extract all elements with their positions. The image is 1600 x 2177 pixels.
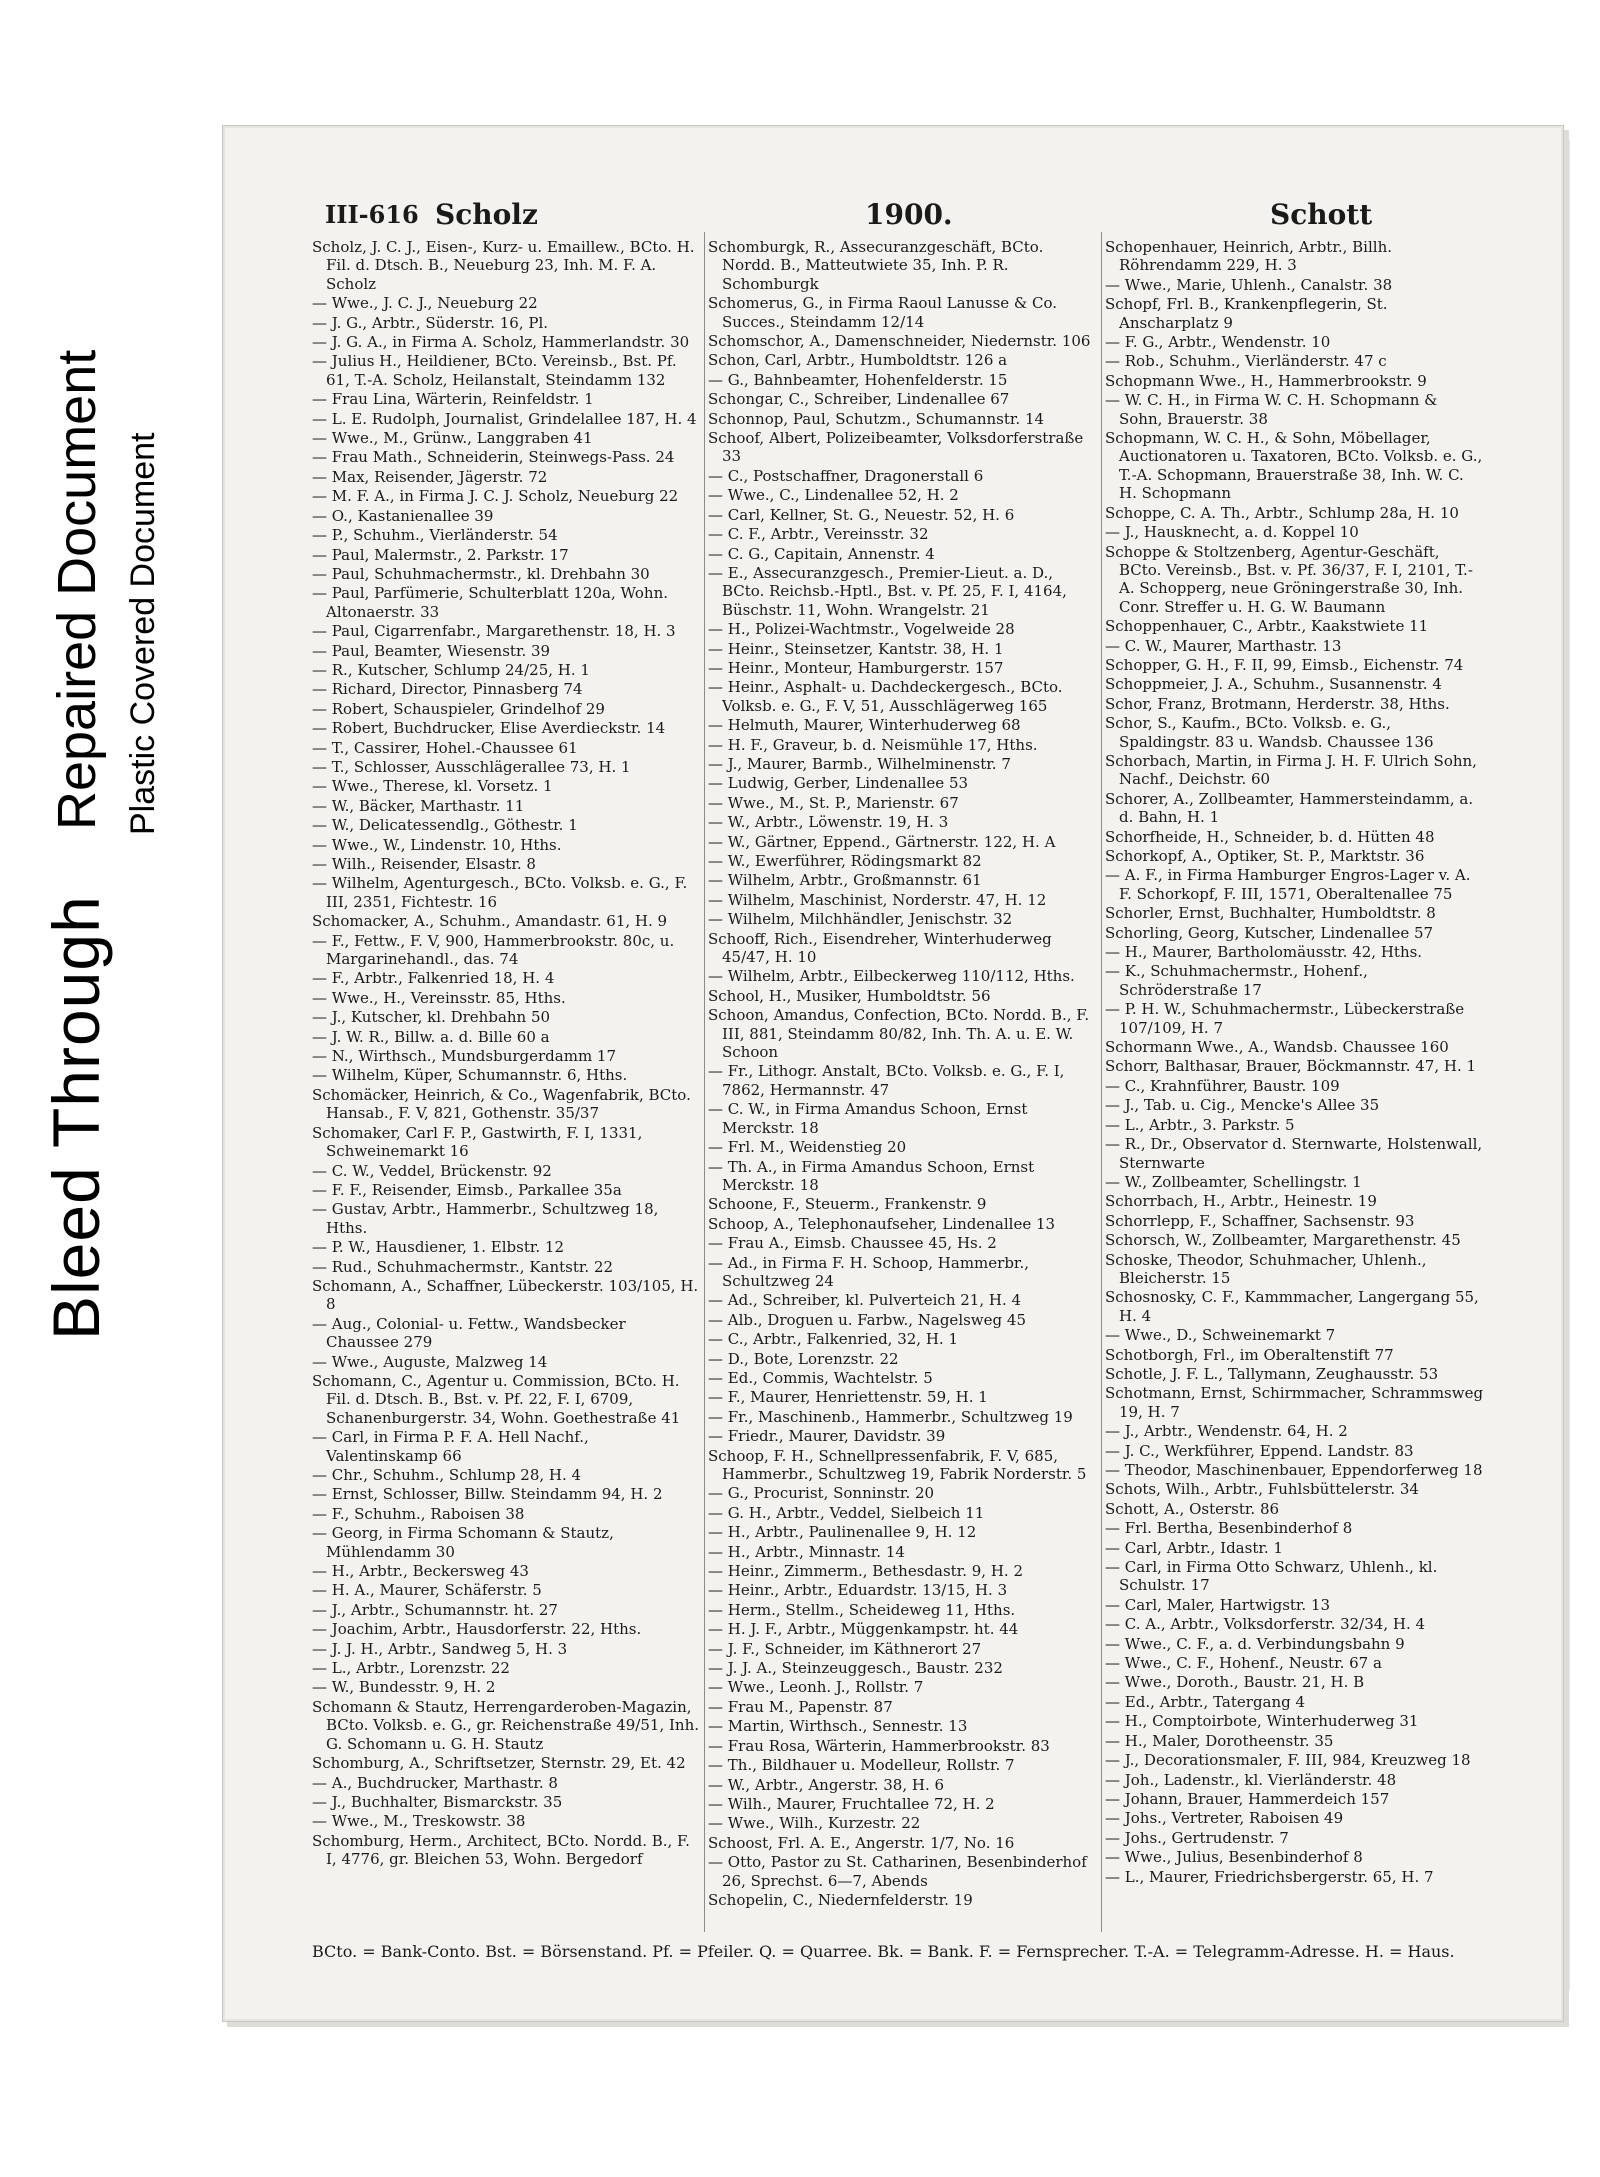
- directory-entry: — Frau Math., Schneiderin, Steinwegs-Pass. 24: [312, 448, 675, 467]
- directory-entry: — H. J. F., Arbtr., Müggenkampstr. ht. 44: [708, 1620, 1019, 1639]
- directory-entry: — L., Maurer, Friedrichsbergerstr. 65, H. 7: [1105, 1867, 1434, 1886]
- directory-entry: — Joachim, Arbtr., Hausdorferstr. 22, Hths.: [312, 1620, 642, 1639]
- directory-entry: — Carl, in Firma P. F. A. Hell Nachf., Valentinskamp 66: [312, 1428, 589, 1465]
- directory-entry: — Ernst, Schlosser, Billw. Steindamm 94, H. 2: [312, 1485, 663, 1504]
- directory-entry: — Ad., Schreiber, kl. Pulverteich 21, H. 4: [708, 1291, 1022, 1310]
- directory-entry: — R., Kutscher, Schlump 24/25, H. 1: [312, 660, 590, 679]
- directory-entry: — H. A., Maurer, Schäferstr. 5: [312, 1581, 542, 1600]
- directory-entry: Schopmann Wwe., H., Hammerbrookstr. 9: [1105, 371, 1427, 390]
- directory-entry: Schoppe, C. A. Th., Arbtr., Schlump 28a, H. 10: [1105, 503, 1459, 522]
- directory-entry: — W. C. H., in Firma W. C. H. Schopmann & Sohn, Brauerstr. 38: [1105, 391, 1438, 428]
- directory-entry: Schomburg, A., Schriftsetzer, Sternstr. 29, Et. 42: [312, 1754, 686, 1773]
- column-divider: [704, 232, 705, 1932]
- directory-entry: — Richard, Director, Pinnasberg 74: [312, 680, 583, 699]
- directory-entry: Schopper, G. H., F. II, 99, Eimsb., Eichenstr. 74: [1105, 655, 1464, 674]
- directory-entry: — Herm., Stellm., Scheideweg 11, Hths.: [708, 1600, 1016, 1619]
- directory-entry: — Wilhelm, Arbtr., Großmannstr. 61: [708, 871, 982, 890]
- directory-entry: — H., Maler, Dorotheenstr. 35: [1105, 1731, 1334, 1750]
- directory-entry: — J., Kutscher, kl. Drehbahn 50: [312, 1008, 551, 1027]
- directory-entry: — Frau M., Papenstr. 87: [708, 1697, 893, 1716]
- directory-entry: Schomburgk, R., Assecuranzgeschäft, BCto. Nordd. B., Matteutwiete 35, Inh. P. R. Schomburgk: [708, 238, 1044, 293]
- directory-entry: — J., Arbtr., Schumannstr. ht. 27: [312, 1600, 558, 1619]
- directory-entry: — Rud., Schuhmachermstr., Kantstr. 22: [312, 1257, 614, 1276]
- directory-entry: Schotborgh, Frl., im Oberaltenstift 77: [1105, 1345, 1394, 1364]
- directory-entry: Schor, Franz, Brotmann, Herderstr. 38, Hths.: [1105, 694, 1450, 713]
- directory-entry: — Fr., Lithogr. Anstalt, BCto. Volksb. e. G., F. I, 7862, Hermannstr. 47: [708, 1062, 1065, 1099]
- header-right-name: Schott: [1270, 198, 1373, 231]
- directory-entry: — K., Schuhmachermstr., Hohenf., Schröderstraße 17: [1105, 962, 1368, 999]
- directory-entry: — Wilhelm, Agenturgesch., BCto. Volksb. e. G., F. III, 2351, Fichtestr. 16: [312, 874, 688, 911]
- directory-entry: Schorfheide, H., Schneider, b. d. Hütten 48: [1105, 827, 1435, 846]
- directory-entry: — Wwe., J. C. J., Neueburg 22: [312, 294, 538, 313]
- directory-entry: — J. C., Werkführer, Eppend. Landstr. 83: [1105, 1441, 1414, 1460]
- directory-entry: — Ludwig, Gerber, Lindenallee 53: [708, 774, 969, 793]
- directory-entry: Schorbach, Martin, in Firma J. H. F. Ulrich Sohn, Nachf., Deichstr. 60: [1105, 751, 1477, 789]
- directory-entry: Schomburg, Herm., Architect, BCto. Nordd. B., F. I, 4776, gr. Bleichen 53, Wohn. Bergedorf: [312, 1831, 690, 1869]
- directory-entry: Schotmann, Ernst, Schirmmacher, Schrammsweg 19, H. 7: [1105, 1384, 1484, 1421]
- directory-entry: Schonnop, Paul, Schutzm., Schumannstr. 14: [708, 409, 1045, 428]
- directory-entry: Schott, A., Osterstr. 86: [1105, 1499, 1280, 1518]
- directory-entry: — Wwe., Leonh. J., Rollstr. 7: [708, 1678, 924, 1697]
- directory-entry: — J., Maurer, Barmb., Wilhelminenstr. 7: [708, 754, 1011, 773]
- directory-entry: — Wilhelm, Maschinist, Norderstr. 47, H. 12: [708, 890, 1047, 909]
- directory-entry: — Wilhelm, Küper, Schumannstr. 6, Hths.: [312, 1066, 628, 1085]
- directory-entry: — Martin, Wirthsch., Sennestr. 13: [708, 1717, 968, 1736]
- directory-entry: — D., Bote, Lorenzstr. 22: [708, 1349, 899, 1368]
- column-divider: [1101, 232, 1102, 1932]
- directory-entry: — Wwe., Wilh., Kurzestr. 22: [708, 1814, 921, 1833]
- directory-entry: — J., Buchhalter, Bismarckstr. 35: [312, 1792, 563, 1811]
- directory-entry: — Ad., in Firma F. H. Schoop, Hammerbr., Schultzweg 24: [708, 1253, 1029, 1290]
- directory-entry: Schormann Wwe., A., Wandsb. Chaussee 160: [1105, 1038, 1449, 1057]
- side-labels: [0, 0, 210, 2177]
- directory-entry: — C. W., Veddel, Brückenstr. 92: [312, 1161, 552, 1180]
- directory-entry: — M. F. A., in Firma J. C. J. Scholz, Neueburg 22: [312, 487, 679, 506]
- directory-entry: — F., Schuhm., Raboisen 38: [312, 1504, 525, 1523]
- directory-entry: — J. W. R., Billw. a. d. Bille 60 a: [312, 1027, 550, 1046]
- page-header: [325, 200, 1485, 236]
- directory-entry: — Julius H., Heildiener, BCto. Vereinsb., Bst. Pf. 61, T.-A. Scholz, Heilanstalt, Steindamm 132: [312, 352, 677, 389]
- directory-entry: — W., Arbtr., Löwenstr. 19, H. 3: [708, 813, 949, 832]
- directory-entry: Schomäcker, Heinrich, & Co., Wagenfabrik, BCto. Hansab., F. V, 821, Gothenstr. 35/37: [312, 1085, 691, 1123]
- repaired-document-label: Repaired Document: [47, 349, 107, 830]
- directory-entry: Schomaker, Carl F. P., Gastwirth, F. I, 1331, Schweinemarkt 16: [312, 1123, 643, 1161]
- directory-entry: — Wwe., Therese, kl. Vorsetz. 1: [312, 777, 553, 796]
- directory-entry: — J. G., Arbtr., Süderstr. 16, Pl.: [312, 313, 549, 332]
- directory-entry: Schomann & Stautz, Herrengarderoben-Magazin, BCto. Volksb. e. G., gr. Reichenstraße 49/51, Inh. G. Schomann u. G. H. Stautz: [312, 1697, 699, 1753]
- directory-entry: — C. G., Capitain, Annenstr. 4: [708, 544, 935, 563]
- directory-entry: — Alb., Droguen u. Farbw., Nagelsweg 45: [708, 1310, 1026, 1329]
- directory-entry: Schorling, Georg, Kutscher, Lindenallee 57: [1105, 923, 1434, 942]
- directory-entry: Schomann, A., Schaffner, Lübeckerstr. 103/105, H. 8: [312, 1276, 699, 1314]
- directory-entry: — H. F., Graveur, b. d. Neismühle 17, Hths.: [708, 735, 1038, 754]
- directory-entry: — F., Fettw., F. V, 900, Hammerbrookstr. 80c, u. Margarinehandl., das. 74: [312, 931, 675, 969]
- directory-entry: Schopelin, C., Niedernfelderstr. 19: [708, 1890, 973, 1909]
- directory-entry: — Fr., Maschinenb., Hammerbr., Schultzweg 19: [708, 1407, 1073, 1426]
- directory-entry: — G., Procurist, Sonninstr. 20: [708, 1484, 935, 1503]
- directory-entry: — Chr., Schuhm., Schlump 28, H. 4: [312, 1466, 582, 1484]
- directory-entry: — Heinr., Asphalt- u. Dachdeckergesch., BCto. Volksb. e. G., F. V, 51, Ausschlägerweg 165: [708, 678, 1063, 715]
- directory-entry: Schoone, F., Steuerm., Frankenstr. 9: [708, 1195, 987, 1214]
- directory-entry: — Frl. M., Weidenstieg 20: [708, 1138, 907, 1157]
- directory-entry: Schotle, J. F. L., Tallymann, Zeughausstr. 53: [1105, 1364, 1439, 1383]
- directory-entry: Schoost, Frl. A. E., Angerstr. 1/7, No. 16: [708, 1833, 1015, 1852]
- directory-entry: Schorsch, W., Zollbeamter, Margarethenstr. 45: [1105, 1231, 1461, 1250]
- directory-entry: — Rob., Schuhm., Vierländerstr. 47 c: [1105, 352, 1387, 371]
- directory-entry: — Robert, Schauspieler, Grindelhof 29: [312, 699, 605, 718]
- abbreviation-legend: BCto. = Bank-Conto. Bst. = Börsenstand. Pf. = Pfeiler. Q. = Quarree. Bk. = Bank. F. = Fernsprecher. T.-A. = Telegramm-Adresse. H. = Haus.: [312, 1942, 1455, 1961]
- directory-entry: — Th. A., in Firma Amandus Schoon, Ernst Merckstr. 18: [708, 1157, 1035, 1194]
- directory-entry: — W., Gärtner, Eppend., Gärtnerstr. 122, H. A: [708, 832, 1056, 851]
- directory-entry: — A., Buchdrucker, Marthastr. 8: [312, 1773, 558, 1792]
- directory-entry: — Wwe., D., Schweinemarkt 7: [1105, 1326, 1336, 1345]
- directory-entry: — Wwe., Doroth., Baustr. 21, H. B: [1105, 1673, 1365, 1692]
- directory-entry: Schongar, C., Schreiber, Lindenallee 67: [708, 390, 1010, 409]
- directory-entry: Schoop, A., Telephonaufseher, Lindenallee 13: [708, 1214, 1056, 1233]
- directory-entry: — Wwe., Julius, Besenbinderhof 8: [1105, 1848, 1363, 1867]
- directory-entry: — Heinr., Zimmerm., Bethesdastr. 9, H. 2: [708, 1562, 1023, 1581]
- directory-entry: — J. J. A., Steinzeuggesch., Baustr. 232: [708, 1659, 1003, 1678]
- directory-entry: — J., Decorationsmaler, F. III, 984, Kreuzweg 18: [1105, 1751, 1471, 1770]
- directory-entry: — N., Wirthsch., Mundsburgerdamm 17: [312, 1047, 617, 1066]
- directory-entry: Schomerus, G., in Firma Raoul Lanusse & Co. Succes., Steindamm 12/14: [708, 294, 1058, 331]
- header-year: 1900.: [865, 198, 953, 231]
- directory-entry: — Georg, in Firma Schomann & Stautz, Mühlendamm 30: [312, 1524, 614, 1561]
- directory-entry: — E., Assecuranzgesch., Premier-Lieut. a. D., BCto. Reichsb.-Hptl., Bst. v. Pf. 25, F. I, 4164, Büschstr. 11, Wohn. Wrangelstr. 21: [708, 563, 1067, 619]
- directory-entry: Schopenhauer, Heinrich, Arbtr., Billh. Röhrendamm 229, H. 3: [1105, 238, 1392, 275]
- directory-entry: — Wwe., C., Lindenallee 52, H. 2: [708, 486, 959, 505]
- directory-entry: — Wwe., W., Lindenstr. 10, Hths.: [312, 835, 562, 854]
- directory-entry: — H., Comptoirbote, Winterhuderweg 31: [1105, 1712, 1419, 1731]
- directory-entry: — Johs., Gertrudenstr. 7: [1105, 1828, 1289, 1847]
- directory-entry: Schomacker, A., Schuhm., Amandastr. 61, H. 9: [312, 912, 668, 931]
- directory-entry: — Paul, Beamter, Wiesenstr. 39: [312, 641, 551, 660]
- page-number: III-616: [325, 200, 419, 229]
- directory-entry: Schopmann, W. C. H., & Sohn, Möbellager, Auctionatoren u. Taxatoren, BCto. Volksb. e. G., T.-A. Schopmann, Brauerstraße 38, Inh. W. C. H. Schopmann: [1105, 429, 1483, 503]
- directory-entry: — Heinr., Monteur, Hamburgerstr. 157: [708, 658, 1004, 677]
- directory-entry: — Frau Lina, Wärterin, Reinfeldstr. 1: [312, 390, 594, 409]
- directory-entry: — F. G., Arbtr., Wendenstr. 10: [1105, 333, 1331, 352]
- directory-entry: — W., Bundesstr. 9, H. 2: [312, 1678, 496, 1697]
- directory-entry: — L., Arbtr., 3. Parkstr. 5: [1105, 1115, 1295, 1134]
- directory-entry: — J., Tab. u. Cig., Mencke's Allee 35: [1105, 1096, 1380, 1115]
- directory-entry: School, H., Musiker, Humboldtstr. 56: [708, 986, 991, 1005]
- plastic-covered-label: Plastic Covered Document: [124, 432, 162, 835]
- directory-entry: Schoppmeier, J. A., Schuhm., Susannenstr. 4: [1105, 675, 1442, 694]
- directory-entry: — Wwe., M., Treskowstr. 38: [312, 1812, 526, 1831]
- directory-entry: — R., Dr., Observator d. Sternwarte, Holstenwall, Sternwarte: [1105, 1135, 1483, 1172]
- directory-entry: — L. E. Rudolph, Journalist, Grindelallee 187, H. 4: [312, 409, 697, 428]
- directory-entry: — F., Maurer, Henriettenstr. 59, H. 1: [708, 1388, 988, 1407]
- directory-entry: — Carl, Maler, Hartwigstr. 13: [1105, 1595, 1331, 1614]
- directory-entry: — T., Cassirer, Hohel.-Chaussee 61: [312, 738, 578, 757]
- directory-entry: — J., Hausknecht, a. d. Koppel 10: [1105, 523, 1359, 542]
- directory-entry: Schomann, C., Agentur u. Commission, BCto. H. Fil. d. Dtsch. B., Bst. v. Pf. 22, F. I, 6709, Schanenburgerstr. 34, Wohn. Goethestraße 41: [312, 1371, 681, 1427]
- directory-entry: — Heinr., Steinsetzer, Kantstr. 38, H. 1: [708, 639, 1004, 658]
- directory-entry: — Aug., Colonial- u. Fettw., Wandsbecker Chaussee 279: [312, 1314, 626, 1352]
- directory-column-1: [312, 238, 702, 1938]
- directory-entry: — J., Arbtr., Wendenstr. 64, H. 2: [1105, 1422, 1348, 1441]
- directory-entry: Schorkopf, A., Optiker, St. P., Marktstr. 36: [1105, 847, 1425, 865]
- directory-entry: — Carl, Kellner, St. G., Neuestr. 52, H. 6: [708, 505, 1015, 524]
- directory-entry: — Paul, Parfümerie, Schulterblatt 120a, Wohn. Altonaerstr. 33: [312, 584, 669, 621]
- directory-entry: — J. F., Schneider, im Käthnerort 27: [708, 1639, 982, 1658]
- directory-entry: — H., Maurer, Bartholomäusstr. 42, Hths.: [1105, 943, 1423, 962]
- directory-entry: — W., Bäcker, Marthastr. 11: [312, 796, 525, 815]
- directory-entry: — Carl, in Firma Otto Schwarz, Uhlenh., kl. Schulstr. 17: [1105, 1558, 1438, 1595]
- directory-entry: Schots, Wilh., Arbtr., Fuhlsbüttelerstr. 34: [1105, 1480, 1419, 1499]
- directory-entry: Schoon, Amandus, Confection, BCto. Nordd. B., F. III, 881, Steindamm 80/82, Inh. Th. A. u. E. W. Schoon: [708, 1006, 1090, 1062]
- directory-entry: — Wilhelm, Milchhändler, Jenischstr. 32: [708, 910, 1013, 929]
- directory-entry: — C. W., in Firma Amandus Schoon, Ernst Merckstr. 18: [708, 1100, 1028, 1137]
- header-left-name: Scholz: [435, 198, 538, 231]
- directory-entry: — Wwe., M., Grünw., Langgraben 41: [312, 429, 593, 448]
- directory-entry: Scholz, J. C. J., Eisen-, Kurz- u. Emaillew., BCto. H. Fil. d. Dtsch. B., Neueburg 23, Inh. M. F. A. Scholz: [312, 238, 695, 293]
- directory-entry: Schorrlepp, F., Schaffner, Sachsenstr. 93: [1105, 1211, 1415, 1230]
- directory-entry: — W., Delicatessendlg., Göthestr. 1: [312, 816, 578, 835]
- directory-entry: Schooff, Rich., Eisendreher, Winterhuderweg 45/47, H. 10: [708, 929, 1052, 967]
- directory-entry: Schosnosky, C. F., Kammmacher, Langergang 55, H. 4: [1105, 1288, 1479, 1325]
- directory-entry: — L., Arbtr., Lorenzstr. 22: [312, 1659, 510, 1678]
- directory-entry: — Th., Bildhauer u. Modelleur, Rollstr. 7: [708, 1756, 1015, 1775]
- directory-entry: — Paul, Malermstr., 2. Parkstr. 17: [312, 545, 569, 564]
- directory-entry: — Wilhelm, Arbtr., Eilbeckerweg 110/112, Hths.: [708, 967, 1075, 986]
- directory-entry: — Wwe., M., St. P., Marienstr. 67: [708, 793, 959, 812]
- directory-entry: — Johann, Brauer, Hammerdeich 157: [1105, 1789, 1390, 1808]
- directory-entry: — Wwe., H., Vereinsstr. 85, Hths.: [312, 988, 566, 1007]
- directory-entry: — C. W., Maurer, Marthastr. 13: [1105, 636, 1342, 655]
- directory-entry: Schoske, Theodor, Schuhmacher, Uhlenh., Bleicherstr. 15: [1105, 1250, 1427, 1287]
- directory-entry: — P., Schuhm., Vierländerstr. 54: [312, 526, 558, 545]
- directory-entry: Schoppe & Stoltzenberg, Agentur-Geschäft, BCto. Vereinsb., Bst. v. Pf. 36/37, F. I, 2101, T.-A. Schopperg, neue Gröningerstraße 30, Inh. Conr. Streffer u. H. G. W. Baumann: [1105, 542, 1473, 616]
- directory-entry: — Wwe., C. F., a. d. Verbindungsbahn 9: [1105, 1634, 1405, 1653]
- directory-column-3: [1105, 238, 1485, 1938]
- directory-entry: — Theodor, Maschinenbauer, Eppendorferweg 18: [1105, 1461, 1483, 1479]
- directory-entry: Schomschor, A., Damenschneider, Niedernstr. 106: [708, 332, 1091, 351]
- directory-entry: — Frau A., Eimsb. Chaussee 45, Hs. 2: [708, 1234, 997, 1253]
- directory-entry: — G. H., Arbtr., Veddel, Sielbeich 11: [708, 1503, 985, 1522]
- directory-entry: Schorler, Ernst, Buchhalter, Humboldtstr. 8: [1105, 904, 1436, 923]
- directory-entry: — Wwe., Marie, Uhlenh., Canalstr. 38: [1105, 275, 1393, 294]
- directory-entry: Schoof, Albert, Polizeibeamter, Volksdorferstraße 33: [708, 429, 1084, 466]
- directory-entry: — W., Ewerführer, Rödingsmarkt 82: [708, 852, 982, 870]
- directory-entry: — Ed., Arbtr., Tatergang 4: [1105, 1692, 1306, 1711]
- directory-entry: — Friedr., Maurer, Davidstr. 39: [708, 1427, 946, 1446]
- bleed-through-label: Bleed Through: [39, 895, 113, 1340]
- directory-entry: — T., Schlosser, Ausschlägerallee 73, H. 1: [312, 757, 631, 776]
- directory-entry: Schorr, Balthasar, Brauer, Böckmannstr. 47, H. 1: [1105, 1057, 1477, 1076]
- directory-entry: — F. F., Reisender, Eimsb., Parkallee 35a: [312, 1180, 622, 1199]
- directory-entry: — Carl, Arbtr., Idastr. 1: [1105, 1538, 1283, 1557]
- directory-entry: — Johs., Vertreter, Raboisen 49: [1105, 1809, 1344, 1828]
- directory-entry: — Heinr., Arbtr., Eduardstr. 13/15, H. 3: [708, 1581, 1008, 1600]
- directory-entry: — H., Arbtr., Beckersweg 43: [312, 1562, 529, 1581]
- directory-entry: — Wwe., Auguste, Malzweg 14: [312, 1352, 548, 1371]
- directory-entry: — Paul, Schuhmachermstr., kl. Drehbahn 30: [312, 564, 650, 583]
- directory-entry: — G., Bahnbeamter, Hohenfelderstr. 15: [708, 370, 1008, 389]
- directory-entry: — C. F., Arbtr., Vereinsstr. 32: [708, 525, 929, 544]
- directory-entry: — Max, Reisender, Jägerstr. 72: [312, 467, 548, 486]
- directory-entry: — C., Arbtr., Falkenried, 32, H. 1: [708, 1330, 958, 1349]
- directory-entry: — P. H. W., Schuhmachermstr., Lübeckerstraße 107/109, H. 7: [1105, 1000, 1465, 1037]
- directory-entry: — Wilh., Maurer, Fruchtallee 72, H. 2: [708, 1794, 995, 1813]
- directory-entry: — Wwe., C. F., Hohenf., Neustr. 67 a: [1105, 1654, 1382, 1673]
- directory-entry: Schoop, F. H., Schnellpressenfabrik, F. V, 685, Hammerbr., Schultzweg 19, Fabrik Norderstr. 5: [708, 1446, 1087, 1483]
- directory-entry: — P. W., Hausdiener, 1. Elbstr. 12: [312, 1238, 565, 1257]
- directory-entry: — J. J. H., Arbtr., Sandweg 5, H. 3: [312, 1639, 568, 1658]
- directory-entry: — Paul, Cigarrenfabr., Margarethenstr. 18, H. 3: [312, 622, 676, 641]
- directory-entry: — H., Polizei-Wachtmstr., Vogelweide 28: [708, 620, 1015, 639]
- directory-entry: — O., Kastanienallee 39: [312, 506, 494, 525]
- directory-entry: — H., Arbtr., Paulinenallee 9, H. 12: [708, 1523, 977, 1542]
- directory-entry: Schopf, Frl. B., Krankenpflegerin, St. Anscharplatz 9: [1105, 295, 1388, 332]
- directory-entry: — W., Zollbeamter, Schellingstr. 1: [1105, 1172, 1362, 1191]
- directory-entry: — Otto, Pastor zu St. Catharinen, Besenbinderhof 26, Sprechst. 6—7, Abends: [708, 1853, 1087, 1890]
- directory-entry: — C., Postschaffner, Dragonerstall 6: [708, 466, 984, 485]
- directory-entry: Schoppenhauer, C., Arbtr., Kaakstwiete 11: [1105, 617, 1429, 636]
- directory-entry: Schorrbach, H., Arbtr., Heinestr. 19: [1105, 1192, 1377, 1211]
- directory-entry: Schon, Carl, Arbtr., Humboldtstr. 126 a: [708, 351, 1008, 370]
- directory-column-2: [708, 238, 1096, 1938]
- directory-entry: — C. A., Arbtr., Volksdorferstr. 32/34, H. 4: [1105, 1615, 1426, 1634]
- directory-entry: — Joh., Ladenstr., kl. Vierländerstr. 48: [1105, 1770, 1397, 1789]
- directory-entry: — Robert, Buchdrucker, Elise Averdieckstr. 14: [312, 719, 666, 738]
- directory-entry: Schor, S., Kaufm., BCto. Volksb. e. G., Spaldingstr. 83 u. Wandsb. Chaussee 136: [1105, 714, 1434, 751]
- directory-entry: — Frau Rosa, Wärterin, Hammerbrookstr. 83: [708, 1736, 1050, 1755]
- directory-entry: — W., Arbtr., Angerstr. 38, H. 6: [708, 1775, 945, 1794]
- directory-entry: — A. F., in Firma Hamburger Engros-Lager v. A. F. Schorkopf, F. III, 1571, Oberaltenallee 75: [1105, 866, 1471, 903]
- directory-entry: Schorer, A., Zollbeamter, Hammersteindamm, a. d. Bahn, H. 1: [1105, 789, 1474, 827]
- directory-entry: — F., Arbtr., Falkenried 18, H. 4: [312, 969, 555, 988]
- directory-entry: — Frl. Bertha, Besenbinderhof 8: [1105, 1519, 1353, 1538]
- directory-entry: — Gustav, Arbtr., Hammerbr., Schultzweg 18, Hths.: [312, 1200, 659, 1237]
- directory-entry: — Helmuth, Maurer, Winterhuderweg 68: [708, 716, 1021, 735]
- directory-entry: — J. G. A., in Firma A. Scholz, Hammerlandstr. 30: [312, 333, 690, 352]
- directory-entry: — C., Krahnführer, Baustr. 109: [1105, 1076, 1340, 1095]
- directory-entry: — Ed., Commis, Wachtelstr. 5: [708, 1368, 933, 1387]
- directory-entry: — Wilh., Reisender, Elsastr. 8: [312, 855, 536, 873]
- directory-entry: — H., Arbtr., Minnastr. 14: [708, 1542, 905, 1561]
